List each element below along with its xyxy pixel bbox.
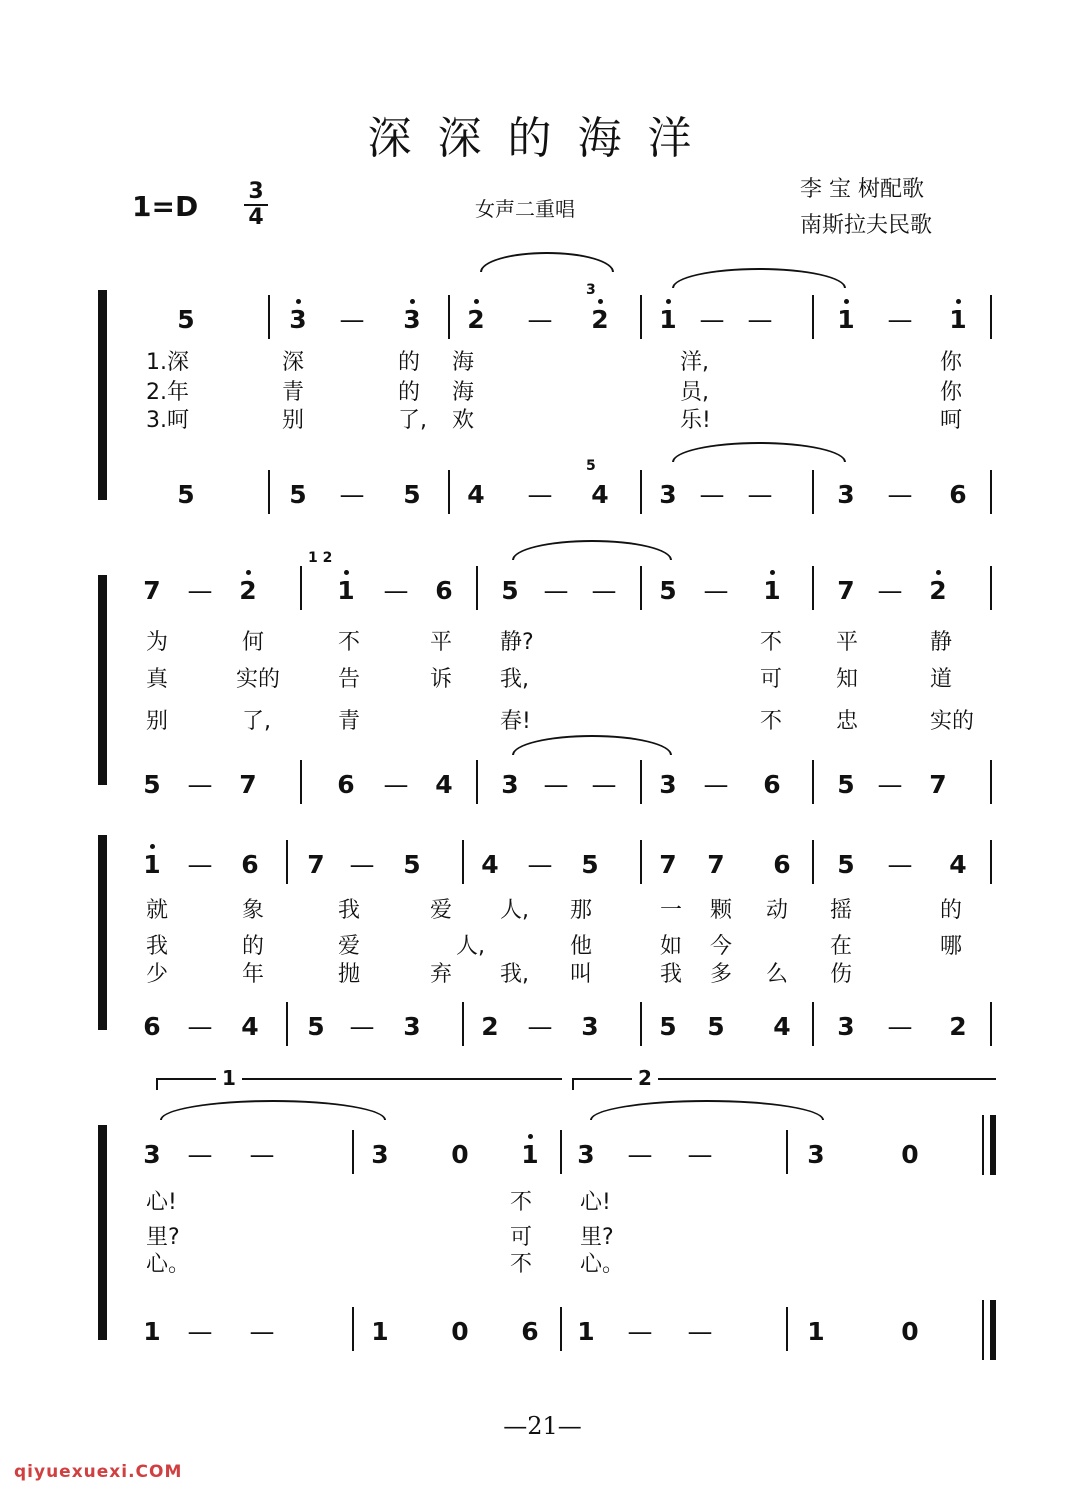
grace-note: 5 (586, 458, 596, 474)
lyric-word: 平 (430, 630, 453, 655)
lyric-word: 2.年 (146, 380, 189, 405)
lyric-word: 别 (146, 709, 169, 734)
lyric-word: 你 (940, 350, 963, 375)
note-upper: 3 (403, 305, 421, 334)
lyric-word: 我, (500, 667, 529, 692)
note-upper: 3 (289, 305, 307, 334)
bar-line-upper (812, 295, 814, 339)
final-bar-thick (990, 1300, 996, 1360)
lyric-word: 可 (510, 1225, 533, 1250)
lyric-word: 的 (242, 934, 265, 959)
page-number: —21— (503, 1412, 582, 1440)
note-upper: 2 (929, 576, 947, 605)
system-brace (98, 575, 107, 785)
bar-line-lower (560, 1307, 562, 1351)
dash-extension: — (187, 576, 213, 605)
note-lower: 2 (481, 1012, 499, 1041)
lyric-word: 叫 (570, 962, 593, 987)
dash-extension: — (249, 1317, 275, 1346)
octave-dot-above (410, 299, 415, 304)
lyric-word: 爱 (338, 934, 361, 959)
lyric-word: 海 (452, 350, 475, 375)
bar-line-upper (476, 566, 478, 610)
note-lower: 5 (403, 480, 421, 509)
lyric-word: 在 (830, 934, 853, 959)
bar-line-lower (990, 760, 992, 804)
note-lower: 4 (773, 1012, 791, 1041)
lyric-word: 的 (398, 380, 421, 405)
note-upper: 1 (337, 576, 355, 605)
note-upper: 1 (763, 576, 781, 605)
note-lower: 5 (307, 1012, 325, 1041)
note-upper: 6 (241, 850, 259, 879)
dash-extension: — (187, 1140, 213, 1169)
note-upper: 2 (591, 305, 609, 334)
note-lower: 4 (467, 480, 485, 509)
bar-line-upper (812, 840, 814, 884)
dash-extension: — (383, 770, 409, 799)
dash-extension: — (187, 1317, 213, 1346)
dash-extension: — (383, 576, 409, 605)
dash-extension: — (703, 770, 729, 799)
note-lower: 1 (371, 1317, 389, 1346)
note-lower: 3 (837, 1012, 855, 1041)
time-signature (240, 180, 272, 230)
bar-line-upper (786, 1130, 788, 1174)
bar-line-upper (640, 566, 642, 610)
lyric-word: 你 (940, 380, 963, 405)
dash-extension: — (627, 1140, 653, 1169)
lyric-word: 1.深 (146, 350, 189, 375)
note-upper: 3 (577, 1140, 595, 1169)
bar-line-lower (786, 1307, 788, 1351)
note-lower: 6 (337, 770, 355, 799)
bar-line-upper (812, 566, 814, 610)
dash-extension: — (687, 1317, 713, 1346)
bar-line-upper (286, 840, 288, 884)
dash-extension: — (187, 1012, 213, 1041)
lyric-word: 静? (500, 630, 534, 655)
lyric-word: 为 (146, 630, 169, 655)
bar-line-upper (448, 295, 450, 339)
lyric-word: 我, (500, 962, 529, 987)
system-brace (98, 835, 107, 1030)
note-upper: 0 (451, 1140, 469, 1169)
note-upper: 4 (949, 850, 967, 879)
note-upper: 5 (659, 576, 677, 605)
note-upper: 3 (143, 1140, 161, 1169)
note-lower: 4 (435, 770, 453, 799)
lyric-word: 欢 (452, 408, 475, 433)
watermark: qiyuexuexi.COM (14, 1462, 183, 1482)
bar-line-upper (300, 566, 302, 610)
octave-dot-above (956, 299, 961, 304)
dash-extension: — (627, 1317, 653, 1346)
dash-extension: — (527, 305, 553, 334)
dash-extension: — (527, 480, 553, 509)
note-upper: 5 (177, 305, 195, 334)
lyric-word: 里? (580, 1225, 614, 1250)
dash-extension: — (887, 480, 913, 509)
octave-dot-above (296, 299, 301, 304)
slur (160, 1100, 386, 1120)
octave-dot-above (770, 570, 775, 575)
bar-line-lower (448, 470, 450, 514)
bar-line-upper (990, 840, 992, 884)
lyric-word: 青 (338, 709, 361, 734)
dash-extension: — (249, 1140, 275, 1169)
dash-extension: — (339, 480, 365, 509)
bar-line-lower (640, 470, 642, 514)
dash-extension: — (699, 305, 725, 334)
slur (512, 735, 672, 755)
lyric-word: 人, (456, 934, 485, 959)
dash-extension: — (187, 850, 213, 879)
lyric-word: 别 (282, 408, 305, 433)
octave-dot-above (246, 570, 251, 575)
octave-dot-above (528, 1134, 533, 1139)
lyric-word: 我 (146, 934, 169, 959)
dash-extension: — (877, 576, 903, 605)
bar-line-upper (990, 295, 992, 339)
bar-line-lower (462, 1002, 464, 1046)
note-upper: 7 (837, 576, 855, 605)
note-upper: 7 (659, 850, 677, 879)
lyric-word: 洋, (680, 350, 709, 375)
final-bar-thick (990, 1115, 996, 1175)
note-lower: 5 (177, 480, 195, 509)
lyric-word: 心! (146, 1190, 177, 1215)
lyric-word: 静 (930, 630, 953, 655)
note-upper: 7 (143, 576, 161, 605)
dash-extension: — (687, 1140, 713, 1169)
lyric-word: 多 (710, 962, 733, 987)
lyric-word: 不 (338, 630, 361, 655)
note-lower: 1 (807, 1317, 825, 1346)
dash-extension: — (887, 850, 913, 879)
lyric-word: 动 (766, 898, 789, 923)
note-lower: 5 (837, 770, 855, 799)
bar-line-lower (990, 470, 992, 514)
octave-dot-above (936, 570, 941, 575)
lyric-word: 忠 (836, 709, 859, 734)
bar-line-lower (476, 760, 478, 804)
lyric-word: 海 (452, 380, 475, 405)
dash-extension: — (703, 576, 729, 605)
bar-line-lower (268, 470, 270, 514)
lyric-word: 如 (660, 934, 683, 959)
dash-extension: — (187, 770, 213, 799)
lyric-word: 那 (570, 898, 593, 923)
lyric-word: 心! (580, 1190, 611, 1215)
note-lower: 1 (577, 1317, 595, 1346)
lyric-word: 伤 (830, 962, 853, 987)
note-upper: 6 (773, 850, 791, 879)
dash-extension: — (877, 770, 903, 799)
volta-number: 1 (216, 1066, 242, 1090)
final-bar-thin (982, 1300, 984, 1360)
note-upper: 3 (807, 1140, 825, 1169)
time-signature-bottom: 4 (248, 205, 264, 230)
dash-extension: — (527, 1012, 553, 1041)
arranger-credit: 李 宝 树配歌 (800, 177, 924, 202)
note-lower: 3 (659, 480, 677, 509)
dash-extension: — (543, 576, 569, 605)
lyric-word: 年 (242, 962, 265, 987)
lyric-word: 呵 (940, 408, 963, 433)
bar-line-lower (300, 760, 302, 804)
lyric-word: 了, (242, 709, 271, 734)
lyric-word: 知 (836, 667, 859, 692)
origin-credit: 南斯拉夫民歌 (800, 213, 933, 238)
bar-line-upper (352, 1130, 354, 1174)
lyric-word: 的 (398, 350, 421, 375)
dash-extension: — (747, 305, 773, 334)
bar-line-lower (286, 1002, 288, 1046)
slur (672, 268, 846, 288)
lyric-word: 颗 (710, 898, 733, 923)
lyric-word: 员, (680, 380, 709, 405)
lyric-word: 摇 (830, 898, 853, 923)
lyric-word: 不 (760, 709, 783, 734)
lyric-word: 我 (660, 962, 683, 987)
lyric-word: 了, (398, 408, 427, 433)
lyric-word: 不 (510, 1190, 533, 1215)
lyric-word: 平 (836, 630, 859, 655)
slur (672, 442, 846, 462)
bar-line-lower (812, 760, 814, 804)
lyric-word: 诉 (430, 667, 453, 692)
lyric-word: 弃 (430, 962, 453, 987)
dash-extension: — (543, 770, 569, 799)
octave-dot-above (844, 299, 849, 304)
note-lower: 2 (949, 1012, 967, 1041)
note-upper: 1 (143, 850, 161, 879)
note-lower: 3 (403, 1012, 421, 1041)
lyric-word: 何 (242, 630, 265, 655)
system-brace (98, 1125, 107, 1340)
note-lower: 0 (451, 1317, 469, 1346)
dash-extension: — (591, 576, 617, 605)
note-lower: 4 (241, 1012, 259, 1041)
lyric-word: 爱 (430, 898, 453, 923)
note-upper: 1 (659, 305, 677, 334)
lyric-word: 的 (940, 898, 963, 923)
note-lower: 5 (143, 770, 161, 799)
key-signature: 1=D (132, 190, 199, 223)
lyric-word: 人, (500, 898, 529, 923)
grace-note: 3 (586, 282, 596, 298)
bar-line-lower (812, 1002, 814, 1046)
lyric-word: 心。 (146, 1252, 191, 1277)
note-lower: 5 (707, 1012, 725, 1041)
lyric-word: 今 (710, 934, 733, 959)
slur (590, 1100, 824, 1120)
note-upper: 5 (837, 850, 855, 879)
note-lower: 6 (949, 480, 967, 509)
volta-number: 2 (632, 1066, 658, 1090)
note-upper: 0 (901, 1140, 919, 1169)
grace-note: 1 2 (308, 550, 333, 566)
bar-line-upper (560, 1130, 562, 1174)
lyric-word: 么 (766, 962, 789, 987)
note-lower: 5 (289, 480, 307, 509)
note-lower: 3 (837, 480, 855, 509)
dash-extension: — (339, 305, 365, 334)
lyric-word: 不 (510, 1252, 533, 1277)
bar-line-upper (462, 840, 464, 884)
octave-dot-above (474, 299, 479, 304)
lyric-word: 青 (282, 380, 305, 405)
dash-extension: — (591, 770, 617, 799)
note-upper: 1 (949, 305, 967, 334)
song-title: 深深的海洋 (367, 113, 718, 164)
slur (480, 252, 614, 272)
note-lower: 3 (659, 770, 677, 799)
lyric-word: 深 (282, 350, 305, 375)
note-lower: 3 (581, 1012, 599, 1041)
dash-extension: — (349, 1012, 375, 1041)
octave-dot-above (598, 299, 603, 304)
note-upper: 5 (501, 576, 519, 605)
note-lower: 6 (143, 1012, 161, 1041)
dash-extension: — (349, 850, 375, 879)
bar-line-upper (640, 840, 642, 884)
note-upper: 2 (239, 576, 257, 605)
lyric-word: 他 (570, 934, 593, 959)
note-upper: 5 (581, 850, 599, 879)
lyric-word: 一 (660, 898, 683, 923)
dash-extension: — (887, 1012, 913, 1041)
bar-line-upper (268, 295, 270, 339)
lyric-word: 可 (760, 667, 783, 692)
octave-dot-above (344, 570, 349, 575)
lyric-word: 真 (146, 667, 169, 692)
lyric-word: 春! (500, 709, 531, 734)
lyric-word: 象 (242, 898, 265, 923)
lyric-word: 心。 (580, 1252, 625, 1277)
slur (512, 540, 672, 560)
final-bar-thin (982, 1115, 984, 1175)
bar-line-lower (640, 760, 642, 804)
note-upper: 4 (481, 850, 499, 879)
bar-line-lower (640, 1002, 642, 1046)
octave-dot-above (666, 299, 671, 304)
note-lower: 6 (763, 770, 781, 799)
lyric-word: 实的 (236, 667, 281, 692)
bar-line-lower (352, 1307, 354, 1351)
note-upper: 1 (837, 305, 855, 334)
lyric-word: 乐! (680, 408, 711, 433)
note-lower: 5 (659, 1012, 677, 1041)
system-brace (98, 290, 107, 500)
note-lower: 7 (239, 770, 257, 799)
note-lower: 0 (901, 1317, 919, 1346)
note-lower: 3 (501, 770, 519, 799)
dash-extension: — (747, 480, 773, 509)
bar-line-upper (640, 295, 642, 339)
performance-type: 女声二重唱 (475, 197, 575, 221)
note-upper: 6 (435, 576, 453, 605)
note-upper: 3 (371, 1140, 389, 1169)
dash-extension: — (699, 480, 725, 509)
dash-extension: — (887, 305, 913, 334)
bar-line-upper (990, 566, 992, 610)
lyric-word: 我 (338, 898, 361, 923)
bar-line-lower (990, 1002, 992, 1046)
note-upper: 2 (467, 305, 485, 334)
note-upper: 7 (707, 850, 725, 879)
lyric-word: 里? (146, 1225, 180, 1250)
lyric-word: 不 (760, 630, 783, 655)
note-lower: 7 (929, 770, 947, 799)
note-lower: 6 (521, 1317, 539, 1346)
note-upper: 1 (521, 1140, 539, 1169)
lyric-word: 3.呵 (146, 408, 189, 433)
lyric-word: 告 (338, 667, 361, 692)
lyric-word: 就 (146, 898, 169, 923)
lyric-word: 少 (146, 962, 169, 987)
time-signature-top: 3 (248, 179, 264, 204)
dash-extension: — (527, 850, 553, 879)
note-lower: 4 (591, 480, 609, 509)
bar-line-lower (812, 470, 814, 514)
lyric-word: 道 (930, 667, 953, 692)
note-upper: 7 (307, 850, 325, 879)
note-lower: 1 (143, 1317, 161, 1346)
lyric-word: 哪 (940, 934, 963, 959)
lyric-word: 实的 (930, 709, 975, 734)
octave-dot-above (150, 844, 155, 849)
note-upper: 5 (403, 850, 421, 879)
lyric-word: 抛 (338, 962, 361, 987)
